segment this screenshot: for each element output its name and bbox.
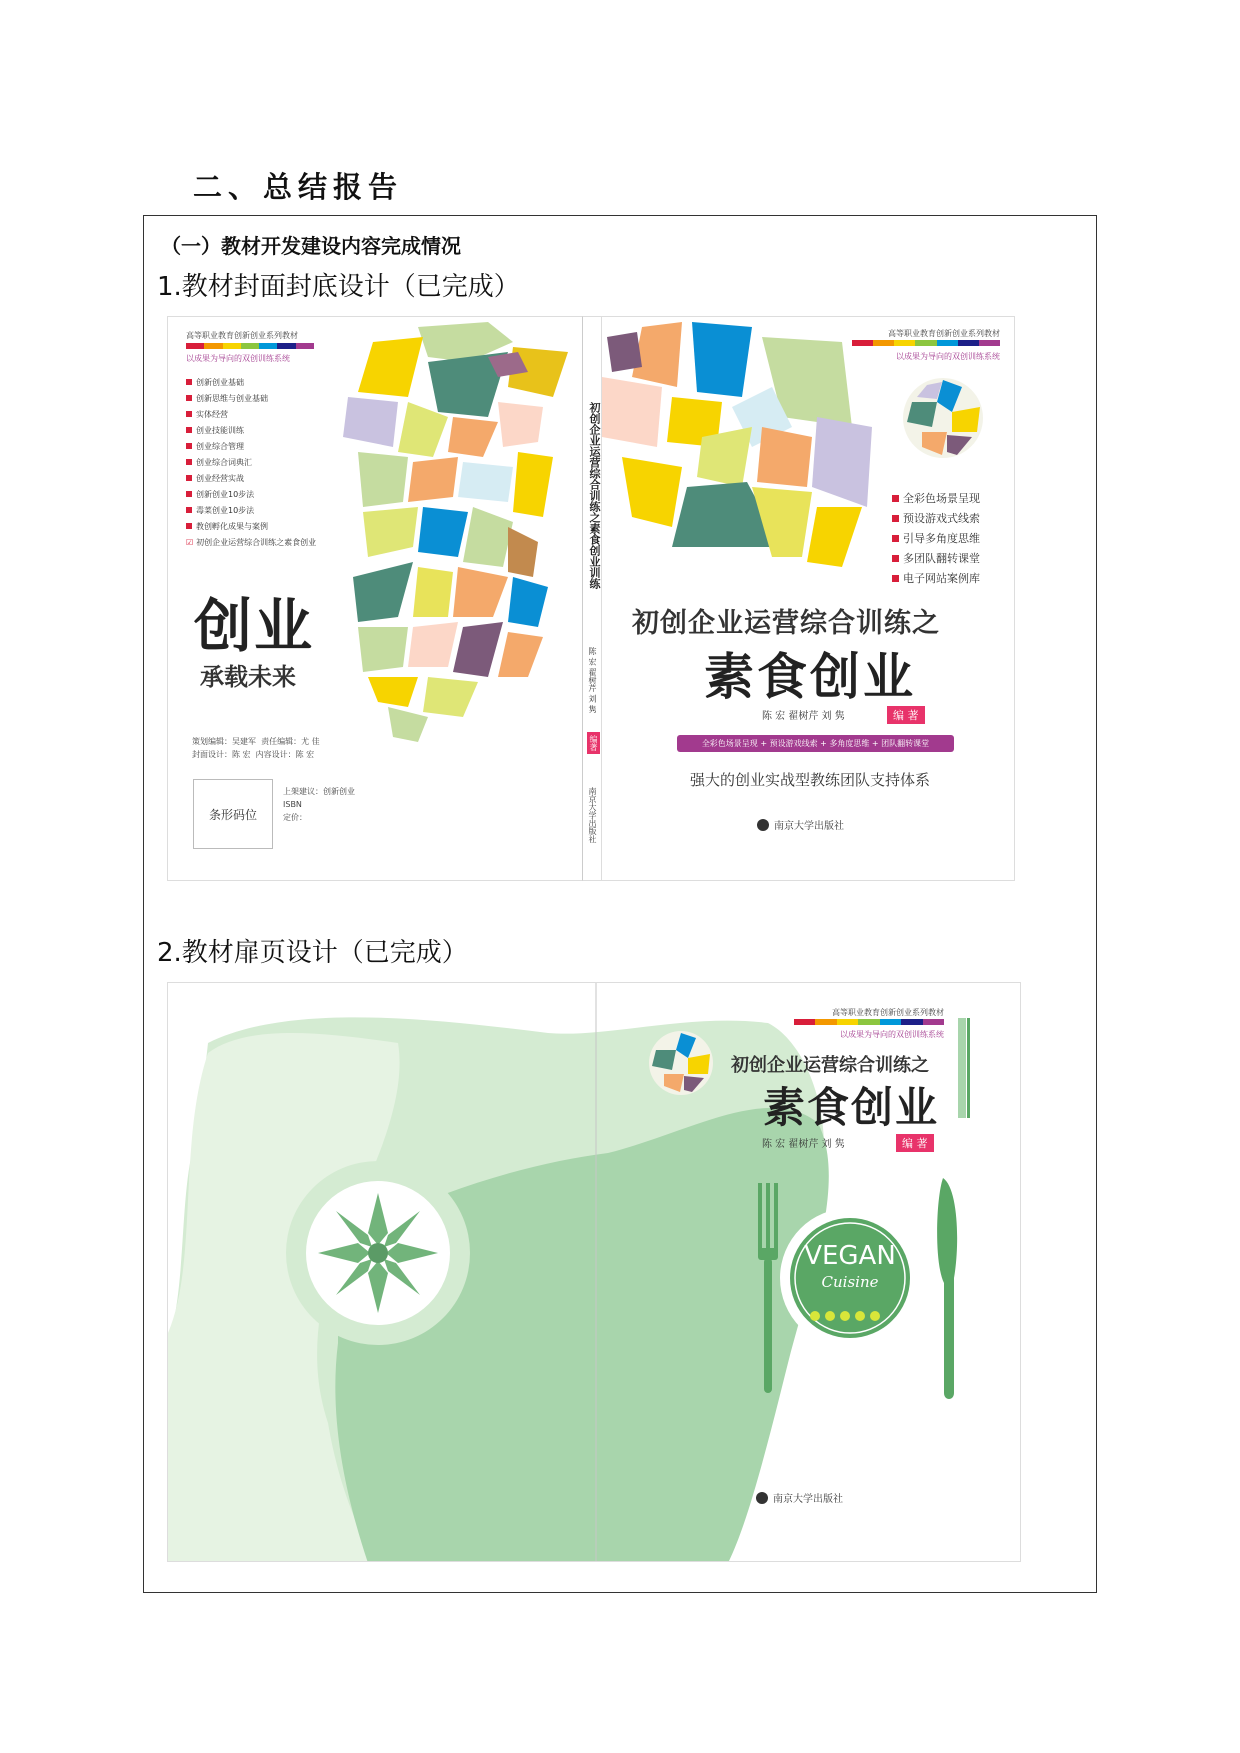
front-tagline: 以成果为导向的双创训练系统 bbox=[896, 352, 1000, 361]
back-credits: 策划编辑：吴建军 责任编辑：尤 佳 封面设计：陈 宏 内容设计：陈 宏 bbox=[192, 737, 320, 759]
list-item: 创新创业10步法 bbox=[186, 487, 316, 503]
list-item: 创新创业基础 bbox=[186, 375, 316, 391]
front-series: 高等职业教育创新创业系列教材 bbox=[888, 329, 1000, 338]
barcode-box: 条形码位 bbox=[193, 779, 273, 849]
cuisine-text: Cuisine bbox=[821, 1273, 879, 1291]
list-item: 实体经营 bbox=[186, 407, 316, 423]
list-item: 预设游戏式线索 bbox=[892, 509, 980, 529]
vegan-text: VEGAN bbox=[804, 1241, 896, 1271]
publisher-logo-icon bbox=[756, 1492, 768, 1504]
tp-rainbow-bar bbox=[794, 1019, 944, 1025]
item1-heading: 1.教材封面封底设计（已完成） bbox=[157, 272, 520, 302]
back-series-list bbox=[186, 375, 316, 551]
round-mosaic-logo bbox=[902, 377, 984, 459]
list-item: 全彩色场景呈现 bbox=[892, 489, 980, 509]
front-mosaic-art bbox=[602, 317, 882, 617]
list-item: 引导多角度思维 bbox=[892, 529, 980, 549]
front-publisher: 南京大学出版社 bbox=[757, 817, 844, 832]
list-item: 创业经营实战 bbox=[186, 471, 316, 487]
back-tagline: 以成果为导向的双创训练系统 bbox=[186, 354, 290, 363]
spine-title: 初创企业运营综合训练之素食创业训练 bbox=[588, 402, 601, 589]
front-title-line2: 素食创业 bbox=[704, 648, 916, 706]
spine-publisher: 南京大学出版社 bbox=[588, 787, 597, 843]
list-item: 多团队翻转课堂 bbox=[892, 549, 980, 569]
list-item: 教创孵化成果与案例 bbox=[186, 519, 316, 535]
spine-role: 编著 bbox=[587, 732, 600, 754]
front-cover bbox=[601, 316, 1015, 881]
back-subtitle: 承载未来 bbox=[200, 662, 296, 691]
tp-title-line1: 初创企业运营综合训练之 bbox=[731, 1055, 929, 1076]
item2-heading: 2.教材扉页设计（已完成） bbox=[157, 938, 468, 968]
list-item: 电子网站案例库 bbox=[892, 569, 980, 589]
front-rainbow-bar bbox=[852, 340, 1000, 346]
front-ribbon: 全彩色场景呈现 + 预设游戏线索 + 多角度思维 + 团队翻转课堂 bbox=[677, 735, 954, 752]
tp-role-badge: 编 著 bbox=[896, 1134, 934, 1152]
back-series: 高等职业教育创新创业系列教材 bbox=[186, 331, 298, 340]
feature-list bbox=[892, 489, 980, 589]
front-title-line1: 初创企业运营综合训练之 bbox=[632, 608, 940, 639]
rainbow-bar bbox=[186, 343, 314, 349]
sub-heading: （一）教材开发建设内容完成情况 bbox=[161, 234, 461, 258]
tp-authors: 陈 宏 翟树芹 刘 隽 bbox=[762, 1139, 845, 1150]
tp-publisher: 南京大学出版社 bbox=[756, 1490, 843, 1505]
tp-series: 高等职业教育创新创业系列教材 bbox=[832, 1008, 944, 1017]
list-item: 创业综合词典汇 bbox=[186, 455, 316, 471]
front-support: 强大的创业实战型教练团队支持体系 bbox=[690, 771, 931, 789]
publisher-logo-icon bbox=[757, 819, 769, 831]
back-big-title: 创业 bbox=[194, 592, 315, 660]
list-item: 毒菜创业10步法 bbox=[186, 503, 316, 519]
tp-tagline: 以成果为导向的双创训练系统 bbox=[840, 1030, 944, 1039]
front-role-badge: 编 著 bbox=[887, 706, 925, 724]
front-authors: 陈 宏 翟树芹 刘 隽 bbox=[762, 711, 845, 722]
section-title: 二、总结报告 bbox=[193, 170, 404, 204]
mosaic-art bbox=[338, 317, 587, 881]
tp-title-line2: 素食创业 bbox=[763, 1083, 940, 1132]
list-item: 创业技能训练 bbox=[186, 423, 316, 439]
title-page-spread bbox=[167, 982, 1021, 1562]
price-block: 上架建议：创新创业 ISBN 定价： bbox=[283, 787, 355, 822]
tp-round-logo bbox=[648, 1030, 714, 1096]
list-item-checked: ☑ 初创企业运营综合训练之素食创业 bbox=[186, 538, 317, 547]
list-item: 创新思维与创业基础 bbox=[186, 391, 316, 407]
back-cover bbox=[167, 316, 587, 881]
list-item: 创业综合管理 bbox=[186, 439, 316, 455]
spine-authors: 陈 宏 翟树芹 刘 隽 bbox=[588, 647, 597, 714]
